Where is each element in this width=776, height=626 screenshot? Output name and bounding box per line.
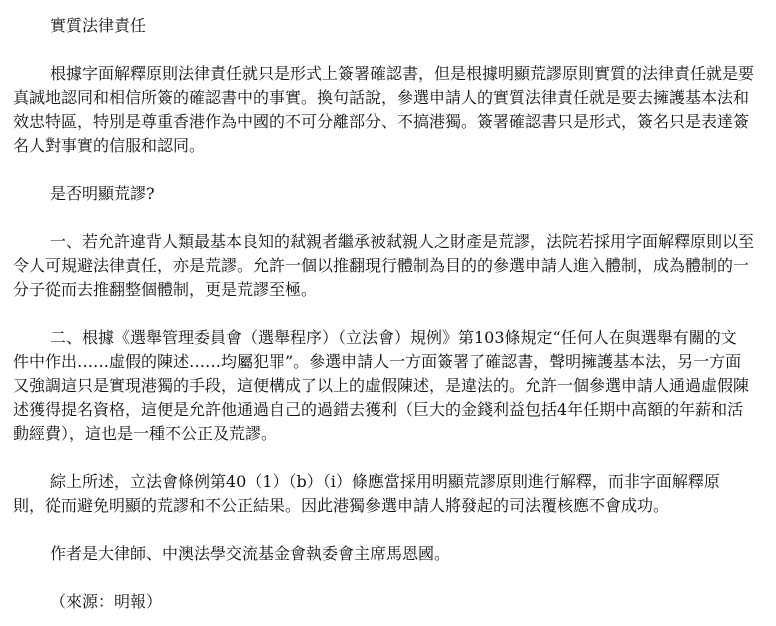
paragraph-point-two [13, 326, 769, 446]
paragraph-gap [13, 566, 769, 590]
paragraph-line: 綜上所述，立法會條例第40（1）（b）（i）條應當採用明顯荒謬原則進行解釋，而非字面解釋原 [50, 472, 720, 491]
paragraph-line: 作者是大律師、中澳法學交流基金會執委會主席馬恩國。 [50, 544, 451, 563]
paragraph-gap [13, 518, 769, 542]
paragraph-line: 一、若允許違背人類最基本良知的弒親者繼承被弒親人之財產是荒謬，法院若採用字面解釋原則以至 [50, 232, 755, 251]
paragraph-gap [13, 446, 769, 470]
paragraph-literal-vs-substantive [13, 62, 769, 158]
paragraph-line: 根據字面解釋原則法律責任就只是形式上簽署確認書，但是根據明顯荒謬原則實質的法律責任就是要 [50, 64, 755, 83]
paragraph-line: 述獲得提名資格，這便是允許他通過自己的過錯去獲利（巨大的金錢利益包括4年任期中高額的年薪和活 [13, 400, 744, 419]
paragraph-gap [13, 158, 769, 182]
author-note [13, 542, 769, 566]
paragraph-line: 動經費），這也是一種不公正及荒謬。 [13, 424, 278, 443]
source-note [13, 590, 769, 614]
paragraph-gap [13, 206, 769, 230]
paragraph-conclusion [13, 470, 769, 518]
article-body [13, 0, 769, 614]
paragraph-line: 二、根據《選舉管理委員會（選舉程序）（立法會）規例》第103條規定“任何人在與選舉有關的文 [50, 328, 737, 347]
paragraph-line: 效忠特區，特別是尊重香港作為中國的不可分離部分、不搞港獨。簽署確認書只是形式，簽名只是表達簽 [13, 112, 750, 131]
question-heading [13, 182, 769, 206]
paragraph-line: 真誠地認同和相信所簽的確認書中的事實。換句話說，參選申請人的實質法律責任就是要去擁護基本法和 [13, 88, 750, 107]
paragraph-line: 又強調這只是實現港獨的手段，這便構成了以上的虛假陳述，是違法的。允許一個參選申請人通過虛假陳 [13, 376, 750, 395]
paragraph-line: （來源：明報） [50, 592, 163, 611]
paragraph-line: 令人可規避法律責任，亦是荒謬。允許一個以推翻現行體制為目的的參選申請人進入體制，成為體制的一 [13, 256, 750, 275]
paragraph-point-one [13, 230, 769, 302]
paragraph-gap [13, 38, 769, 62]
paragraph-line: 是否明顯荒謬? [50, 184, 155, 203]
paragraph-line: 名人對事實的信服和認同。 [13, 136, 206, 155]
section-heading: 實質法律責任 [50, 16, 147, 35]
paragraph-gap [13, 302, 769, 326]
paragraph-line: 件中作出……虛假的陳述……均屬犯罪”。參選申請人一方面簽署了確認書，聲明擁護基本法，另一方面 [13, 352, 742, 371]
paragraph-line: 分子從而去推翻整個體制，更是荒謬至極。 [13, 280, 318, 299]
paragraph-line: 則，從而避免明顯的荒謬和不公正結果。因此港獨參選申請人將發起的司法覆核應不會成功。 [13, 496, 670, 515]
